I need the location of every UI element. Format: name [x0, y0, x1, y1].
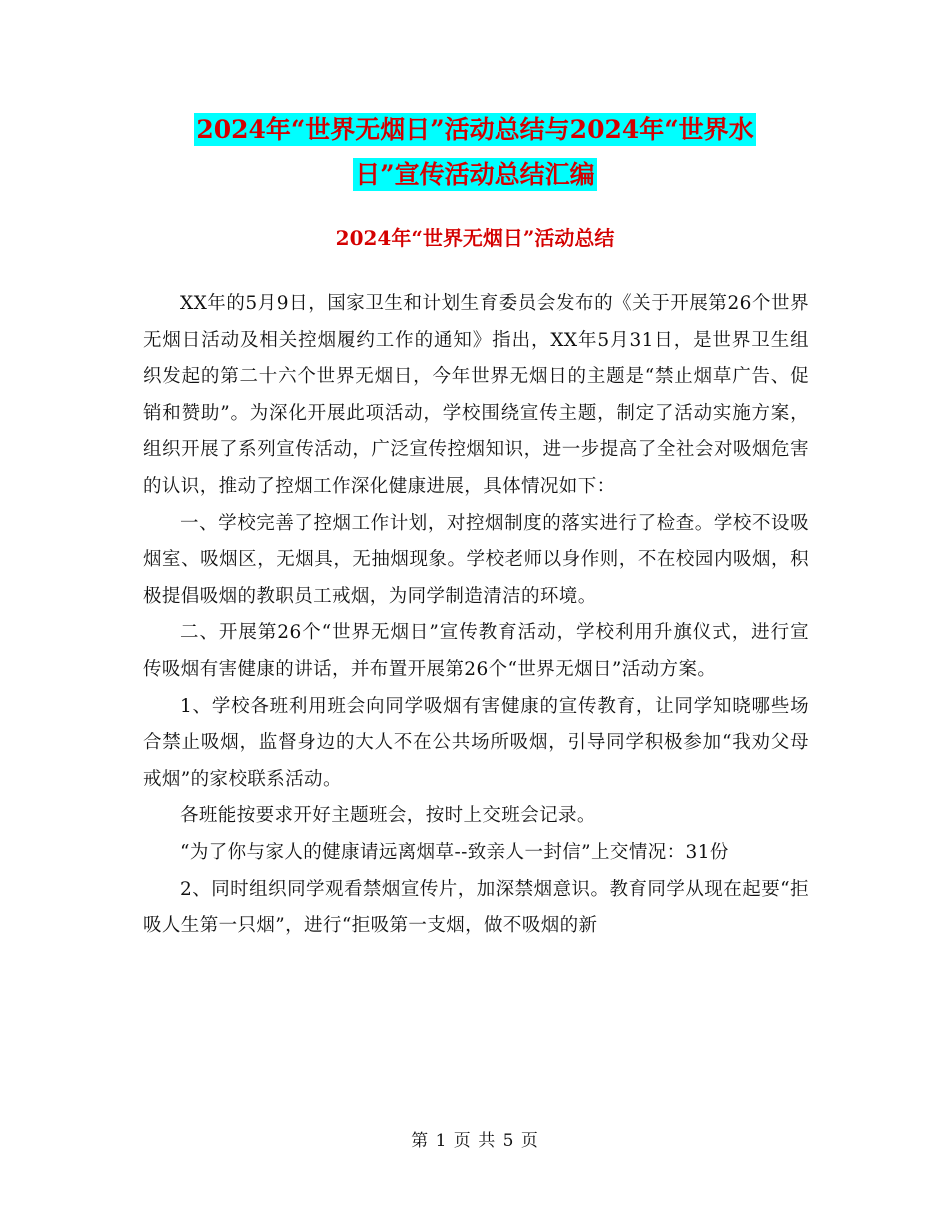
paragraph: 1、学校各班利用班会向同学吸烟有害健康的宣传教育，让同学知晓哪些场合禁止吸烟，监督身边的大人不在公共场所吸烟，引导同学积极参加“我劝父母戒烟”的家校联系活动。: [143, 695, 809, 790]
paragraph: “为了你与家人的健康请远离烟草--致亲人一封信”上交情况：31份: [180, 841, 729, 863]
paragraph: 各班能按要求开好主题班会，按时上交班会记录。: [180, 805, 596, 827]
document-title-line-2: [0, 153, 950, 197]
paragraph: 一、学校完善了控烟工作计划，对控烟制度的落实进行了检查。学校不设吸烟室、吸烟区，无烟具，无抽烟现象。学校老师以身作则，不在校园内吸烟，积极提倡吸烟的教职员工戒烟，为同学制造清洁的环境。: [143, 512, 809, 607]
document-body: [143, 286, 809, 945]
paragraph: 二、开展第26个“世界无烟日”宣传教育活动，学校利用升旗仪式，进行宣传吸烟有害健康的讲话，并布置开展第26个“世界无烟日”活动方案。: [143, 622, 809, 680]
paragraph: 2、同时组织同学观看禁烟宣传片，加深禁烟意识。教育同学从现在起要“拒吸人生第一只烟”，进行“拒吸第一支烟，做不吸烟的新: [143, 878, 809, 937]
section-title: 2024年“世界无烟日”活动总结: [335, 226, 615, 250]
paragraph: XX年的5月9日，国家卫生和计划生育委员会发布的《关于开展第26个世界无烟日活动及相关控烟履约工作的通知》指出，XX年5月31日，是世界卫生组织发起的第二十六个世界无烟日，今年世界无烟日的主题是“禁止烟草广告、促销和赞助”。为深化开展此项活动，学校围绕宣传主题，制定了活动实施方案，组织开展了系列宣传活动，广泛宣传控烟知识，进一步提高了全社会对吸烟危害的认识，推动了控烟工作深化健康进展，具体情况如下：: [143, 293, 809, 497]
document-title-line-1: [0, 108, 950, 152]
title-highlight-2: 日”宣传活动总结汇编: [355, 160, 595, 189]
page-footer: 第 1 页 共 5 页: [411, 1131, 539, 1151]
title-highlight-1: 2024年“世界无烟日”活动总结与2024年“世界水: [196, 115, 754, 144]
